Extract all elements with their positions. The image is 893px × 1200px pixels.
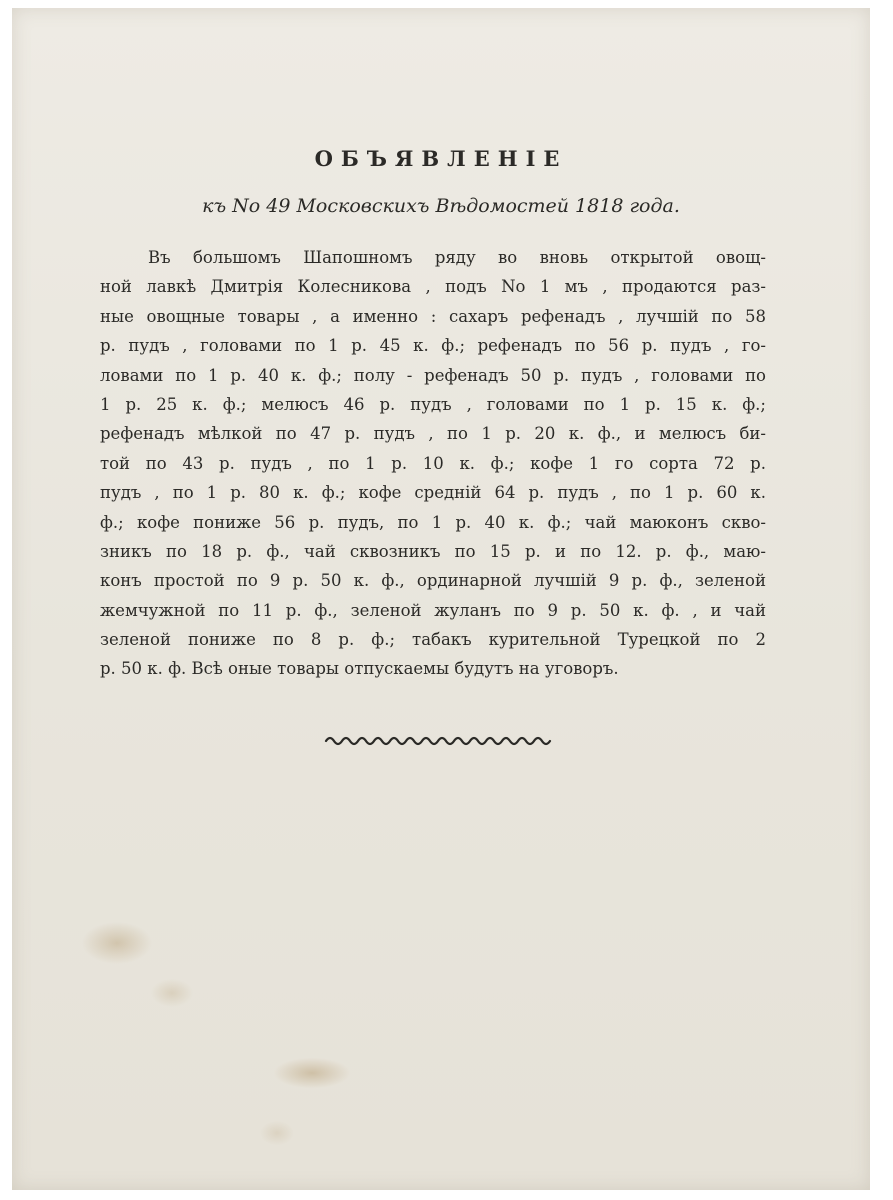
body-line: Въ большомъ Шапошномъ ряду во вновь открытой овощ- bbox=[148, 248, 766, 267]
announcement-body bbox=[100, 243, 766, 684]
announcement-heading: ОБЪЯВЛЕНІЕ bbox=[314, 146, 568, 171]
announcement-subheading: къ No 49 Московскихъ Вѣдомостей 1818 года. bbox=[202, 195, 680, 217]
body-line: ной лавкѣ Дмитрія Колесникова , подъ No 1 мъ , продаются раз- bbox=[100, 277, 766, 297]
body-line: зеленой пониже по 8 р. ф.; табакъ курительной Турецкой по 2 bbox=[100, 630, 766, 650]
body-line: зникъ по 18 р. ф., чай сквозникъ по 15 р. и по 12. р. ф., маю- bbox=[100, 541, 766, 561]
body-line: той по 43 р. пудъ , по 1 р. 10 к. ф.; кофе 1 го сорта 72 р. bbox=[100, 453, 766, 473]
body-line: пудъ , по 1 р. 80 к. ф.; кофе средній 64 р. пудъ , по 1 р. 60 к. bbox=[100, 483, 766, 503]
body-line: 1 р. 25 к. ф.; мелюсъ 46 р. пудъ , головами по 1 р. 15 к. ф.; bbox=[100, 394, 766, 414]
body-line: жемчужной по 11 р. ф., зеленой жуланъ по 9 р. 50 к. ф. , и чай bbox=[100, 600, 766, 620]
body-line: р. 50 к. ф. Всѣ оные товары отпускаемы будутъ на уговоръ. bbox=[100, 659, 619, 679]
body-line: ные овощные товары , а именно : сахаръ рефенадъ , лучшій по 58 bbox=[100, 306, 766, 326]
body-line: конъ простой по 9 р. 50 к. ф., ординарной лучшій 9 р. ф., зеленой bbox=[100, 571, 766, 591]
paper-sheet bbox=[12, 8, 870, 1190]
wavy-rule-ornament bbox=[324, 733, 552, 749]
body-line: рефенадъ мѣлкой по 47 р. пудъ , по 1 р. 20 к. ф., и мелюсъ би- bbox=[100, 424, 766, 444]
body-line: ловами по 1 р. 40 к. ф.; полу - рефенадъ 50 р. пудъ , головами по bbox=[100, 365, 766, 385]
body-line: ф.; кофе пониже 56 р. пудъ, по 1 р. 40 к. ф.; чай маюконъ скво- bbox=[100, 512, 766, 532]
body-line: р. пудъ , головами по 1 р. 45 к. ф.; рефенадъ по 56 р. пудъ , го- bbox=[100, 336, 766, 356]
